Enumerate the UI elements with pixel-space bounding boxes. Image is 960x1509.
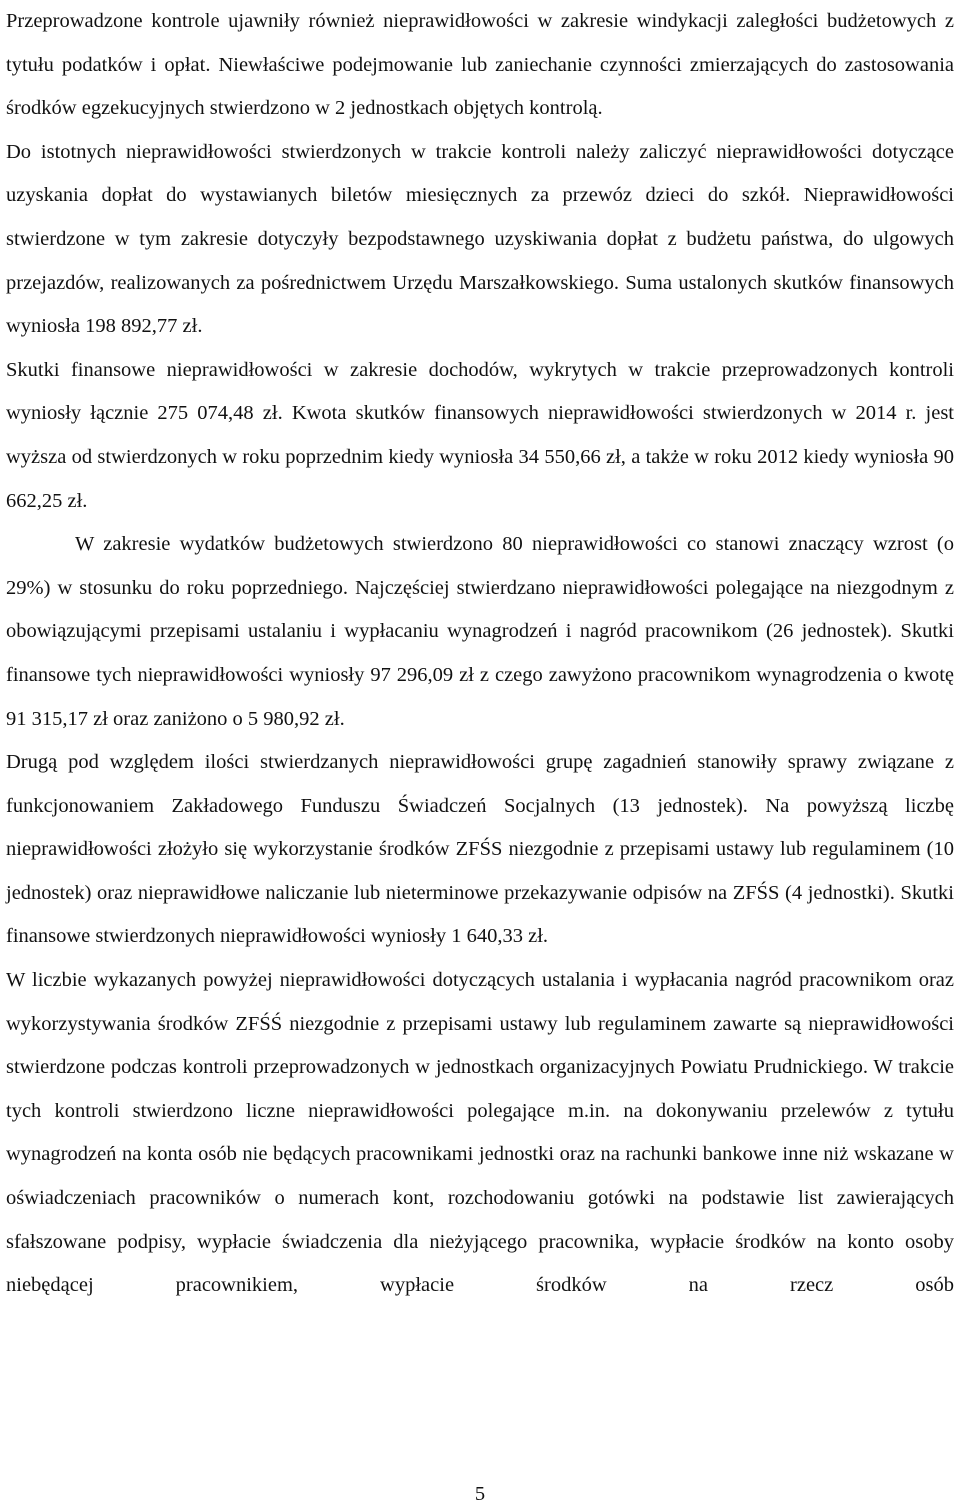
paragraph-ticket-subsidies: Do istotnych nieprawidłowości stwierdzonych w trakcie kontroli należy zaliczyć nieprawidłowości dotyczące uzyskania dopłat do wystawianych biletów miesięcznych za przewóz dzieci do szkół. Nieprawidłowości stwierdzone w tym zakresie dotyczyły bezpodstawnego uzyskiwania dopłat z budżetu państwa, do ulgowych przejazdów, realizowanych za pośrednictwem Urzędu Marszałkowskiego. Suma ustalonych skutków finansowych wyniosła 198 892,77 zł.	[6, 140, 954, 338]
paragraph-tax-collection: Przeprowadzone kontrole ujawniły również nieprawidłowości w zakresie windykacji zaległości budżetowych z tytułu podatków i opłat. Niewłaściwe podejmowanie lub zaniechanie czynności zmierzających do zastosowania środków egzekucyjnych stwierdzono w 2 jednostkach objętych kontrolą.	[6, 10, 954, 120]
page-number: 5	[474, 1483, 486, 1505]
paragraph-social-fund: Drugą pod względem ilości stwierdzanych nieprawidłowości grupę zagadnień stanowiły sprawy związane z funkcjonowaniem Zakładowego Funduszu Świadczeń Socjalnych (13 jednostek). Na powyższą liczbę nieprawidłowości złożyło się wykorzystanie środków ZFŚS niezgodnie z przepisami ustawy lub regulaminem (10 jednostek) oraz nieprawidłowe naliczanie lub nieterminowe przekazywanie odpisów na ZFŚS (4 jednostki). Skutki finansowe stwierdzonych nieprawidłowości wyniosły 1 640,33 zł.	[6, 751, 954, 948]
paragraph-prudnik-county: W liczbie wykazanych powyżej nieprawidłowości dotyczących ustalania i wypłacania nagród pracownikom oraz wykorzystywania środków ZFŚŚ niezgodnie z przepisami ustawy lub regulaminem zawarte są nieprawidłowości stwierdzone podczas kontroli przeprowadzonych w jednostkach organizacyjnych Powiatu Prudnickiego. W trakcie tych kontroli stwierdzono liczne nieprawidłowości polegające m.in. na dokonywaniu przelewów z tytułu wynagrodzeń na konta osób nie będących pracownikami jednostki oraz na rachunki bankowe inne niż wskazane w oświadczeniach pracowników o numerach kont, rozchodowaniu gotówki na podstawie list zawierających sfałszowane podpisy, wypłacie świadczenia dla nieżyjącego pracownika, wypłacie środków na konto osoby niebędącej pracownikiem, wypłacie środków na rzecz osób	[6, 969, 954, 1297]
document-page	[6, 0, 954, 1308]
paragraph-revenue-effects: Skutki finansowe nieprawidłowości w zakresie dochodów, wykrytych w trakcie przeprowadzonych kontroli wyniosły łącznie 275 074,48 zł. Kwota skutków finansowych nieprawidłowości stwierdzonych w 2014 r. jest wyższa od stwierdzonych w roku poprzednim kiedy wyniosła 34 550,66 zł, a także w roku 2012 kiedy wyniosła 90 662,25 zł.	[6, 358, 954, 512]
paragraph-expenditure-irregularities: W zakresie wydatków budżetowych stwierdzono 80 nieprawidłowości co stanowi znaczący wzrost (o 29%) w stosunku do roku poprzedniego. Najczęściej stwierdzano nieprawidłowości polegające na niezgodnym z obowiązującymi przepisami ustalaniu i wypłacaniu wynagrodzeń i nagród pracownikom (26 jednostek). Skutki finansowe tych nieprawidłowości wyniosły 97 296,09 zł z czego zawyżono pracownikom wynagrodzenia o kwotę 91 315,17 zł oraz zaniżono o 5 980,92 zł.	[6, 533, 954, 730]
